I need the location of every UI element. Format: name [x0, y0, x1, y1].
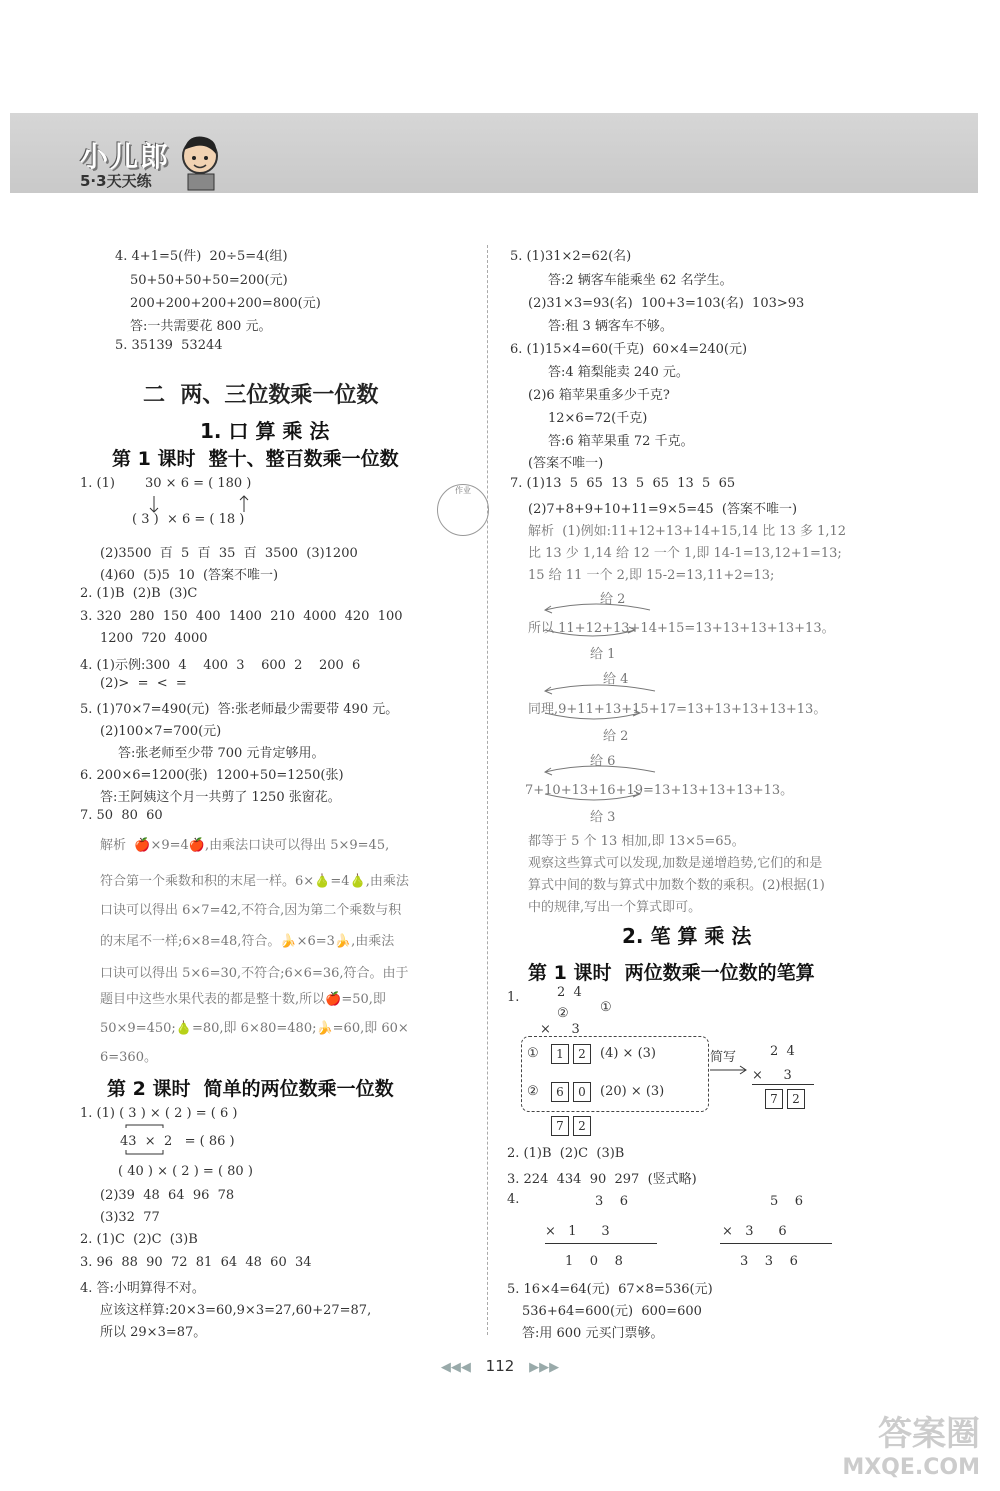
- s1-r1: (4) × (3): [600, 1046, 656, 1061]
- s1-r2: (20) × (3): [600, 1084, 665, 1099]
- q3-line: 1200 720 4000: [100, 631, 208, 646]
- answer-4-line: 200+200+200+200=800(元): [130, 296, 321, 311]
- q4: 4. (1)示例:300 4 400 3 600 2 200 6: [80, 658, 361, 673]
- answer-4-line: 50+50+50+50=200(元): [130, 273, 288, 288]
- lesson-title: 第 1 课时 两位数乘一位数的笔算: [528, 962, 815, 984]
- lesson-title: 第 2 课时 简单的两位数乘一位数: [107, 1078, 394, 1100]
- r5-line: 答:租 3 辆客车不够。: [548, 319, 673, 334]
- r7-line: (2)7+8+9+10+11=9×5=45 (答案不唯一): [528, 502, 798, 517]
- answer-5: 5. 35139 53244: [115, 338, 223, 353]
- r7-explanation: 都等于 5 个 13 相加,即 13×5=65。: [528, 834, 745, 849]
- lesson-title: 第 1 课时 整十、整百数乘一位数: [112, 448, 399, 470]
- next-arrows-icon: ▶▶▶: [529, 1360, 560, 1375]
- p1-line: (2)39 48 64 96 78: [100, 1188, 235, 1203]
- explanation: 口诀可以得出 5×6=30,不符合;6×6=36,符合。由于: [100, 966, 409, 981]
- column-divider: [487, 245, 488, 1335]
- give-label: 给 4: [603, 672, 629, 687]
- q5: 5. (1)70×7=490(元) 答:张老师最少需要带 490 元。: [80, 702, 399, 717]
- r6-line: 答:4 箱梨能卖 240 元。: [548, 365, 689, 380]
- s4b-top: 5 6: [770, 1194, 804, 1209]
- q5-line: (2)100×7=700(元): [100, 724, 222, 739]
- watermark: 答案圈 MXQE.COM: [842, 1414, 980, 1480]
- s1-label: 1.: [507, 990, 520, 1005]
- p2: 2. (1)C (2)C (3)B: [80, 1232, 198, 1247]
- r6-line: 答:6 箱苹果重 72 千克。: [548, 434, 694, 449]
- p3: 3. 96 88 90 72 81 64 48 60 34: [80, 1255, 312, 1270]
- r7-explanation: 算式中间的数与算式中加数个数的乘积。(2)根据(1): [528, 878, 825, 893]
- r6-line: (答案不唯一): [528, 456, 604, 471]
- q3: 3. 320 280 150 400 1400 210 4000 420 100: [80, 609, 403, 624]
- digit-box-simplified: 7 2: [765, 1089, 805, 1109]
- p1: 1. (1) ( 3 ) × ( 2 ) = ( 6 ): [80, 1106, 238, 1121]
- explanation: 解析 🍎×9=4🍎,由乘法口诀可以得出 5×9=45,: [100, 838, 390, 853]
- q5-line: 答:张老师至少带 700 元肯定够用。: [118, 746, 325, 761]
- r5: 5. (1)31×2=62(名): [510, 249, 632, 264]
- r6-line: 12×6=72(千克): [548, 411, 648, 426]
- s5-line: 答:用 600 元买门票够。: [522, 1326, 664, 1341]
- page-number: ◀◀◀ 112 ▶▶▶: [440, 1357, 560, 1375]
- q2: 2. (1)B (2)B (3)C: [80, 586, 198, 601]
- explanation: 题目中这些水果代表的都是整十数,所以🍎=50,即: [100, 992, 386, 1007]
- digit-box-row2: 6 0: [551, 1082, 591, 1102]
- q1-expr: 30 × 6 = ( 180 ): [145, 476, 252, 491]
- s1-top: 2 4: [557, 985, 582, 1000]
- section-title: 2. 笔 算 乘 法: [622, 924, 752, 948]
- r7-explanation: 解析 (1)例如:11+12+13+14+15,14 比 13 多 1,12: [528, 524, 847, 539]
- r7-explanation: 观察这些算式可以发现,加数是递增趋势,它们的和是: [528, 856, 823, 871]
- chapter-title: 二 两、三位数乘一位数: [143, 383, 379, 408]
- sum-line: 所以 11+12+13+14+15=13+13+13+13+13。: [528, 621, 835, 636]
- digit-box-result: 7 2: [551, 1116, 591, 1136]
- mascot-boy-icon: [178, 132, 224, 192]
- circle-1: ①: [600, 1000, 612, 1015]
- circle-1: ①: [527, 1046, 539, 1061]
- r5-line: 答:2 辆客车能乘坐 62 名学生。: [548, 273, 733, 288]
- r6-line: (2)6 箱苹果重多少千克?: [528, 388, 670, 403]
- circle-2: ②: [527, 1084, 539, 1099]
- s2: 2. (1)B (2)C (3)B: [507, 1146, 625, 1161]
- r6: 6. (1)15×4=60(千克) 60×4=240(元): [510, 342, 748, 357]
- s5: 5. 16×4=64(元) 67×8=536(元): [507, 1282, 713, 1297]
- r5-line: (2)31×3=93(名) 100+3=103(名) 103>93: [528, 296, 805, 311]
- explanation: 的末尾不一样;6×8=48,符合。🍌×6=3🍌,由乘法: [100, 934, 395, 949]
- give-label: 给 1: [590, 647, 616, 662]
- p1-line: ( 40 ) × ( 2 ) = ( 80 ): [118, 1164, 253, 1179]
- explanation: 符合第一个乘数和积的末尾一样。6×🍐=4🍐,由乘法: [100, 874, 409, 889]
- q6: 6. 200×6=1200(张) 1200+50=1250(张): [80, 768, 344, 783]
- logo-title: 小儿郎: [80, 140, 171, 173]
- sum-line: 同理,9+11+13+15+17=13+13+13+13+13。: [528, 702, 827, 717]
- s4: 4.: [507, 1192, 520, 1207]
- r7-explanation: 中的规律,写出一个算式即可。: [528, 900, 702, 915]
- arrow-right-icon: [710, 1064, 750, 1076]
- r7-explanation: 比 13 少 1,14 给 12 一个 1,即 14-1=13,12+1=13;: [528, 546, 842, 561]
- explanation: 6=360。: [100, 1050, 157, 1065]
- section-title: 1. 口 算 乘 法: [200, 419, 330, 443]
- give-label: 给 2: [603, 729, 629, 744]
- p4-line: 所以 29×3=87。: [100, 1325, 207, 1340]
- s4b-mul: × 3 6: [722, 1224, 787, 1239]
- prev-arrows-icon: ◀◀◀: [440, 1360, 471, 1375]
- p4-line: 应该这样算:20×3=60,9×3=27,60+27=87,: [100, 1303, 372, 1318]
- rule-line: [720, 1243, 832, 1244]
- s4a-top: 3 6: [595, 1194, 629, 1209]
- s4a-mul: × 1 3: [545, 1224, 610, 1239]
- s1-right-top: 2 4: [770, 1044, 795, 1059]
- give-label: 给 2: [600, 592, 626, 607]
- s1-mul: × 3: [540, 1022, 580, 1037]
- simplify-note: 简写: [710, 1050, 737, 1065]
- give-label: 给 6: [590, 754, 616, 769]
- p4: 4. 答:小明算得不对。: [80, 1281, 205, 1296]
- s1-right-mul: × 3: [752, 1068, 792, 1083]
- r7-explanation: 15 给 11 一个 2,即 15-2=13,11+2=13;: [528, 568, 775, 583]
- s3: 3. 224 434 90 297 (竖式略): [507, 1172, 697, 1187]
- rule-line: [545, 1243, 657, 1244]
- logo-subtitle: 5·3天天练: [80, 172, 152, 190]
- s5-line: 536+64=600(元) 600=600: [522, 1304, 702, 1319]
- q4-line: (2)> = < =: [100, 676, 187, 691]
- q7: 7. 50 80 60: [80, 808, 163, 823]
- answer-4: 4. 4+1=5(件) 20÷5=4(组): [115, 249, 288, 264]
- circle-2: ②: [557, 1006, 569, 1021]
- p1-line: 43 × 2 = ( 86 ): [120, 1134, 235, 1149]
- q1-b: (2)3500 百 5 百 35 百 3500 (3)1200: [100, 546, 358, 561]
- stamp-seal: 作业: [437, 484, 489, 536]
- give-label: 给 3: [590, 810, 616, 825]
- answer-4-line: 答:一共需要花 800 元。: [130, 319, 272, 334]
- digit-box-row1: 1 2: [551, 1044, 591, 1064]
- q1-expr2: ( 3 ) × 6 = ( 18 ): [132, 512, 245, 527]
- s4b-res: 3 3 6: [740, 1254, 798, 1269]
- q1-c: (4)60 (5)5 10 (答案不唯一): [100, 568, 279, 583]
- r7: 7. (1)13 5 65 13 5 65 13 5 65: [510, 476, 736, 491]
- sum-line: 7+10+13+16+19=13+13+13+13+13。: [525, 783, 794, 798]
- q6-line: 答:王阿姨这个月一共剪了 1250 张窗花。: [100, 790, 341, 805]
- p1-line: (3)32 77: [100, 1210, 160, 1225]
- rule-line: [752, 1084, 814, 1085]
- explanation: 口诀可以得出 6×7=42,不符合,因为第二个乘数与积: [100, 903, 402, 918]
- s4a-res: 1 0 8: [565, 1254, 623, 1269]
- explanation: 50×9=450;🍐=80,即 6×80=480;🍌=60,即 60×: [100, 1021, 409, 1036]
- q1-label: 1. (1): [80, 476, 115, 491]
